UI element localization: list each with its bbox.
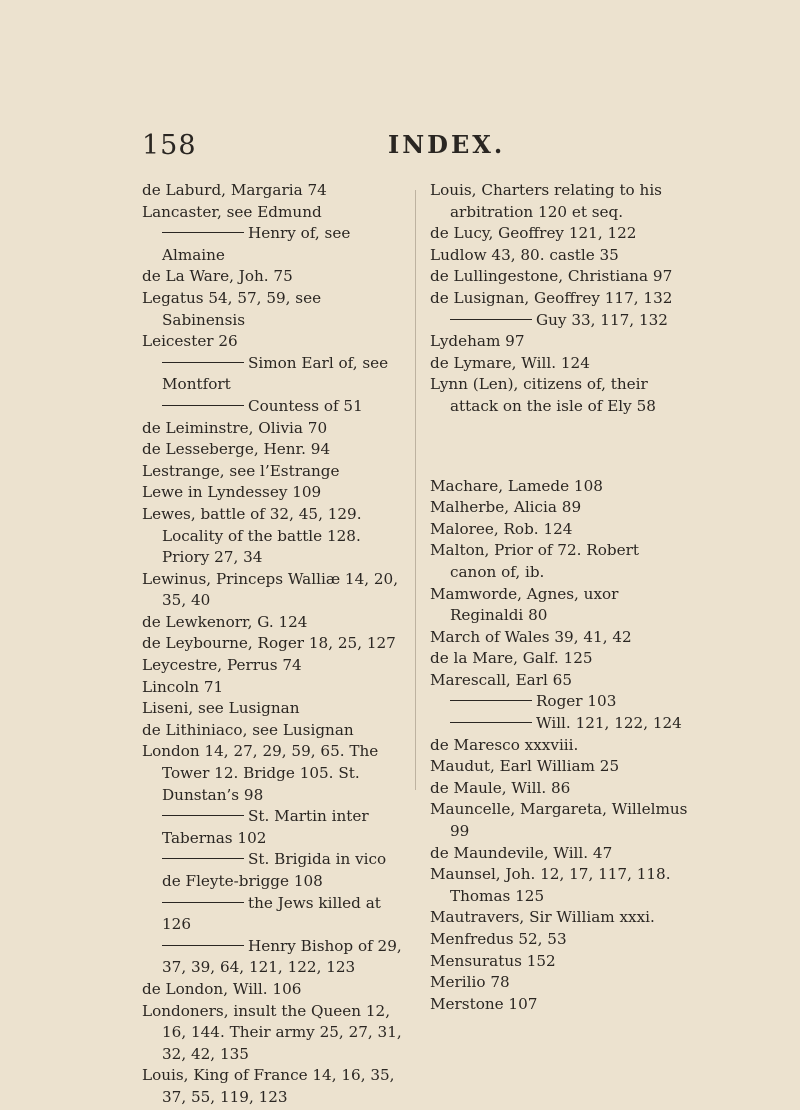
entry-text: Mensuratus 152 [430, 951, 556, 970]
index-entry [142, 202, 404, 224]
index-entry [430, 864, 688, 907]
index-entry [142, 180, 404, 202]
index-entry [142, 439, 404, 461]
entry-text: de Lithiniaco, see Lusignan [142, 720, 354, 739]
index-entry [142, 893, 404, 936]
index-entry [142, 418, 404, 440]
index-entry [430, 331, 688, 353]
entry-text: March of Wales 39, 41, 42 [430, 627, 632, 646]
index-entry [430, 929, 688, 951]
left-column [142, 180, 404, 1109]
index-entry [430, 713, 688, 735]
entry-text: Henry Bishop of 29, 37, 39, 64, 121, 122, 123 [162, 936, 402, 977]
index-entry [142, 569, 404, 612]
index-entry [142, 288, 404, 331]
ditto-dash [162, 405, 244, 406]
entry-text: de La Ware, Joh. 75 [142, 267, 293, 286]
section-gap [430, 418, 688, 476]
ditto-dash [162, 362, 244, 363]
entry-text: St. Martin inter Tabernas 102 [162, 807, 369, 847]
index-entry [142, 806, 404, 849]
index-entry [430, 519, 688, 541]
entry-text: Leycestre, Perrus 74 [142, 656, 302, 675]
index-entry [142, 353, 404, 396]
entry-text: de Maule, Will. 86 [430, 778, 571, 797]
index-entry [430, 374, 688, 417]
index-entry [430, 310, 688, 332]
index-entry [142, 741, 404, 806]
ditto-dash [162, 815, 244, 816]
entry-text: de Laburd, Margaria 74 [142, 181, 327, 199]
index-entry [430, 245, 688, 267]
index-entry [430, 799, 688, 842]
index-entry [430, 476, 688, 498]
entry-text: de Lymare, Will. 124 [430, 353, 590, 372]
entry-text: Lewe in Lyndessey 109 [142, 483, 322, 502]
entry-text: Mautravers, Sir William xxxi. [430, 908, 655, 927]
index-entry [430, 735, 688, 757]
entry-text: Ludlow 43, 80. castle 35 [430, 245, 619, 264]
entry-text: Countess of 51 [248, 396, 363, 415]
entry-text: St. Brigida in vico de Fleyte-brigge 108 [162, 850, 387, 890]
entry-text: Guy 33, 117, 132 [536, 310, 668, 329]
index-entry [142, 612, 404, 634]
entry-text: Legatus 54, 57, 59, see Sabinensis [142, 288, 322, 329]
index-entry [142, 266, 404, 288]
right-column [430, 180, 688, 1015]
page-number: 158 [142, 130, 197, 161]
index-entry [430, 648, 688, 670]
index-entry [142, 633, 404, 655]
entry-text: Henry of, see Almaine [162, 224, 351, 264]
entry-text: Maudut, Earl William 25 [430, 757, 620, 776]
column-divider [415, 190, 416, 790]
entry-text: de Leiminstre, Olivia 70 [142, 418, 328, 437]
index-entry [430, 288, 688, 310]
entry-text: Roger 103 [536, 692, 617, 711]
entry-text: Maunsel, Joh. 12, 17, 117, 118. Thomas 125 [430, 865, 671, 905]
index-entry [430, 353, 688, 375]
right-column-l-entries [430, 180, 688, 418]
entry-text: de Lucy, Geoffrey 121, 122 [430, 224, 637, 243]
entry-text: Simon Earl of, see Montfort [162, 353, 389, 394]
index-entry [430, 540, 688, 583]
entry-text: de Maresco xxxviii. [430, 735, 579, 754]
entry-text: de Lesseberge, Henr. 94 [142, 440, 331, 459]
entry-text: Lestrange, see l’Estrange [142, 461, 340, 480]
entry-text: Will. 121, 122, 124 [536, 714, 682, 733]
entry-text: Londoners, insult the Queen 12, 16, 144. Their army 25, 27, 31, 32, 42, 135 [142, 1001, 402, 1063]
ditto-dash [450, 700, 532, 701]
entry-text: de Leybourne, Roger 18, 25, 127 [142, 634, 396, 653]
ditto-dash [450, 319, 532, 320]
entry-text: de Maundevile, Will. 47 [430, 843, 613, 862]
entry-text: Machare, Lamede 108 [430, 476, 603, 495]
entry-text: Mamworde, Agnes, uxor Reginaldi 80 [430, 584, 619, 625]
index-entry [142, 482, 404, 504]
index-entry [142, 979, 404, 1001]
index-entry [430, 951, 688, 973]
index-entry [430, 691, 688, 713]
ditto-dash [162, 232, 244, 233]
page-header [0, 130, 800, 170]
index-entry [430, 778, 688, 800]
entry-text: Leicester 26 [142, 332, 238, 351]
index-entry [430, 972, 688, 994]
index-entry [142, 849, 404, 892]
entry-text: Menfredus 52, 53 [430, 930, 567, 948]
entry-text: the Jews killed at 126 [162, 893, 381, 934]
index-entry [142, 504, 404, 569]
index-entry [142, 677, 404, 699]
index-entry [430, 907, 688, 929]
entry-text: Marescall, Earl 65 [430, 670, 572, 689]
index-entry [142, 655, 404, 677]
entry-text: Lincoln 71 [142, 677, 224, 696]
entry-text: Merilio 78 [430, 973, 510, 992]
index-entry [430, 223, 688, 245]
index-entry [430, 497, 688, 519]
index-entry [430, 266, 688, 288]
index-entry [142, 461, 404, 483]
ditto-dash [162, 945, 244, 946]
entry-text: Malherbe, Alicia 89 [430, 498, 582, 517]
index-entry [430, 756, 688, 778]
entry-text: Malton, Prior of 72. Robert canon of, ib. [430, 541, 639, 581]
index-entry [142, 1001, 404, 1066]
right-column-m-entries [430, 476, 688, 1016]
index-entry [430, 180, 688, 223]
entry-text: Louis, Charters relating to his arbitration 120 et seq. [430, 181, 662, 221]
index-entry [430, 994, 688, 1016]
index-entry [430, 670, 688, 692]
entry-text: de la Mare, Galf. 125 [430, 649, 593, 668]
entry-text: Liseni, see Lusignan [142, 699, 300, 718]
entry-text: Lancaster, see Edmund [142, 202, 322, 221]
entry-text: Lydeham 97 [430, 332, 525, 351]
entry-text: de London, Will. 106 [142, 979, 302, 998]
entry-text: London 14, 27, 29, 59, 65. The Tower 12. Bridge 105. St. Dunstan’s 98 [142, 742, 379, 804]
entry-text: Louis, King of France 14, 16, 35, 37, 55, 119, 123 [142, 1066, 395, 1106]
ditto-dash [450, 722, 532, 723]
index-entry [430, 627, 688, 649]
entry-text: Merstone 107 [430, 994, 538, 1013]
ditto-dash [162, 858, 244, 859]
entry-text: de Lusignan, Geoffrey 117, 132 [430, 288, 673, 307]
entry-text: Lewinus, Princeps Walliæ 14, 20, 35, 40 [142, 569, 399, 610]
index-entry [142, 698, 404, 720]
entry-text: Maloree, Rob. 124 [430, 519, 573, 538]
index-entry [430, 584, 688, 627]
entry-text: de Lewkenorr, G. 124 [142, 612, 308, 631]
index-entry [142, 1065, 404, 1108]
index-entry [142, 331, 404, 353]
entry-text: Lewes, battle of 32, 45, 129. Locality of the battle 128. Priory 27, 34 [142, 504, 362, 567]
index-entry [142, 396, 404, 418]
index-entry [142, 223, 404, 266]
entry-text: Mauncelle, Margareta, Willelmus 99 [430, 800, 688, 841]
running-title: INDEX. [388, 130, 506, 159]
index-entry [430, 843, 688, 865]
ditto-dash [162, 902, 244, 903]
entry-text: de Lullingestone, Christiana 97 [430, 267, 673, 286]
entry-text: Lynn (Len), citizens of, their attack on the isle of Ely 58 [430, 375, 656, 415]
index-entry [142, 720, 404, 742]
index-entry [142, 936, 404, 979]
